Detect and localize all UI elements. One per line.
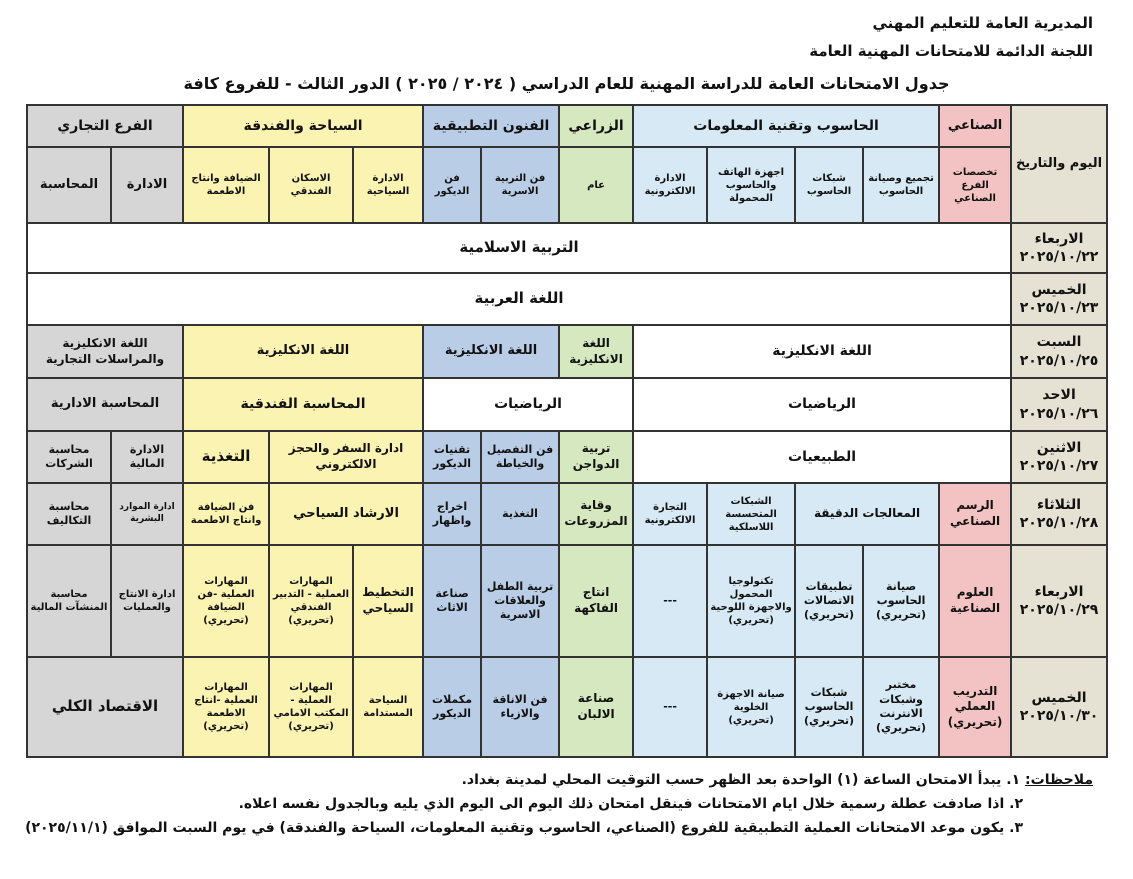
exam-commercial: المحاسبة الادارية [27, 378, 183, 431]
exam-com-accounting: محاسبة التكاليف [27, 483, 111, 545]
exam-tour-admin: السياحة المستدامة [353, 657, 423, 757]
committee-name: اللجنة الدائمة للامتحانات المهنية العامة [809, 42, 1093, 60]
branch-tourism: السياحة والفندقة [183, 105, 423, 147]
exam-tourism-hospitality: التغذية [183, 431, 269, 483]
exam-industrial: التدريب العملي (تحريري) [939, 657, 1011, 757]
sub-arts-family: فن التربية الاسرية [481, 147, 559, 223]
day-cell [1011, 223, 1107, 273]
day-cell [1011, 483, 1107, 545]
day-name: الثلاثاء [1037, 496, 1082, 513]
exam-tour-hospitality: المهارات العملية -انتاج الاطعمة (تحريري) [183, 657, 269, 757]
day-cell [1011, 545, 1107, 657]
exam-arts-family: التغذية [481, 483, 559, 545]
day-cell [1011, 378, 1107, 431]
directorate-name: المديرية العامة للتعليم المهني [872, 14, 1093, 32]
day-cell [1011, 325, 1107, 378]
exam-comp-eadmin: --- [633, 657, 707, 757]
exam-tourism: المحاسبة الفندقية [183, 378, 423, 431]
notes-section [25, 768, 1093, 840]
note-1-text: ١. يبدأ الامتحان الساعة (١) الواحدة بعد الظهر حسب التوقيت المحلي لمدينة بغداد. [461, 772, 1021, 788]
exam-commercial: الاقتصاد الكلي [27, 657, 183, 757]
exam-comp-mobile: صيانة الاجهزة الخلوية (تحريري) [707, 657, 795, 757]
sub-com-accounting: المحاسبة [27, 147, 111, 223]
sub-comp-mobile: اجهزة الهاتف والحاسوب المحمولة [707, 147, 795, 223]
exam-arts-family: فن التفصيل والخياطة [481, 431, 559, 483]
exam-industrial: الرسم الصناعي [939, 483, 1011, 545]
exam-agricultural: اللغة الانكليزية [559, 325, 633, 378]
day-cell [1011, 657, 1107, 757]
branch-commercial: الفرع التجاري [27, 105, 183, 147]
exam-industrial: العلوم الصناعية [939, 545, 1011, 657]
day-date: ٢٠٢٥/١٠/٣٠ [1019, 708, 1099, 724]
day-name: الاربعاء [1034, 230, 1084, 247]
exam-agricultural: صناعة الالبان [559, 657, 633, 757]
exam-comp-networks: شبكات الحاسوب (تحريري) [795, 657, 863, 757]
day-date: ٢٠٢٥/١٠/٢٢ [1019, 249, 1099, 265]
exam-all-branches: اللغة العربية [27, 273, 1011, 325]
sub-comp-eadmin: الادارة الالكترونية [633, 147, 707, 223]
exam-comp-mobile: الشبكات المتحسسة اللاسلكية [707, 483, 795, 545]
sub-arts-decor: فن الديكور [423, 147, 481, 223]
day-cell [1011, 273, 1107, 325]
exam-com-admin: ادارة الموارد البشرية [111, 483, 183, 545]
exam-comp-assembly: صيانة الحاسوب (تحريري) [863, 545, 939, 657]
note-1 [33, 768, 1093, 792]
exam-agricultural: وقاية المزروعات [559, 483, 633, 545]
sub-agri-general: عام [559, 147, 633, 223]
day-date: ٢٠٢٥/١٠/٢٩ [1019, 602, 1099, 618]
sub-industrial: تخصصات الفرع الصناعي [939, 147, 1011, 223]
branch-computer: الحاسوب وتقنية المعلومات [633, 105, 939, 147]
exam-arts-decor: صناعة الاثاث [423, 545, 481, 657]
day-name: الاثنين [1036, 439, 1082, 456]
exam-com-accounting: محاسبة المنشآت المالية [27, 545, 111, 657]
day-name: الاربعاء [1034, 583, 1084, 600]
exam-agri-arts: الرياضيات [423, 378, 633, 431]
exam-arts-decor: اخراج واظهار [423, 483, 481, 545]
day-date: ٢٠٢٥/١٠/٢٥ [1019, 352, 1099, 369]
sub-tour-housing: الاسكان الفندقي [269, 147, 353, 223]
day-cell [1011, 431, 1107, 483]
day-name: السبت [1036, 334, 1082, 351]
branch-industrial: الصناعي [939, 105, 1011, 147]
sub-com-admin: الادارة [111, 147, 183, 223]
exam-comp-eadmin: التجارة الالكترونية [633, 483, 707, 545]
exam-applied-arts: اللغة الانكليزية [423, 325, 559, 378]
note-3: ٣. يكون موعد الامتحانات العملية التطبيقية للفروع (الصناعي، الحاسوب وتقنية المعلومات، السياحة والفندقة) في يوم السبت الموافق (٢٠٢٥/١١/١) [25, 820, 1023, 836]
exam-comp-assembly: مختبر وشبكات الانترنت (تحريري) [863, 657, 939, 757]
exam-all-branches: التربية الاسلامية [27, 223, 1011, 273]
day-name: الخميس [1031, 689, 1087, 706]
day-date-header: اليوم والتاريخ [1011, 105, 1107, 223]
exam-commercial: اللغة الانكليزية والمراسلات التجارية [27, 325, 183, 378]
sub-comp-assembly: تجميع وصيانة الحاسوب [863, 147, 939, 223]
exam-industrial-computer: اللغة الانكليزية [633, 325, 1011, 378]
exam-comp-mobile: تكنولوجيا المحمول والاجهزة اللوحية (تحريري) [707, 545, 795, 657]
day-date: ٢٠٢٥/١٠/٢٣ [1019, 300, 1099, 316]
exam-arts-family: فن الاناقة والازياء [481, 657, 559, 757]
exam-tour-hospitality: المهارات العملية -فن الضيافة (تحريري) [183, 545, 269, 657]
exam-agricultural: تربية الدواجن [559, 431, 633, 483]
exam-industrial-computer: الطبيعيات [633, 431, 1011, 483]
exam-com-accounting: محاسبة الشركات [27, 431, 111, 483]
day-date: ٢٠٢٥/١٠/٢٦ [1019, 405, 1099, 422]
exam-tourism: اللغة الانكليزية [183, 325, 423, 378]
exam-tourism-admin-housing: الارشاد السياحي [269, 483, 423, 545]
exam-industrial-computer: الرياضيات [633, 378, 1011, 431]
exam-arts-decor: مكملات الديكور [423, 657, 481, 757]
exam-tour-housing: المهارات العملية - التدبير الفندقي (تحريري) [269, 545, 353, 657]
exam-com-admin: ادارة الانتاج والعمليات [111, 545, 183, 657]
day-date: ٢٠٢٥/١٠/٢٨ [1019, 515, 1099, 531]
exam-schedule-table [26, 104, 1108, 758]
exam-arts-decor: تقنيات الديكور [423, 431, 481, 483]
branch-applied-arts: الفنون التطبيقية [423, 105, 559, 147]
exam-comp-networks: تطبيقات الاتصالات (تحريري) [795, 545, 863, 657]
exam-tourism-hospitality: فن الضيافة وانتاج الاطعمة [183, 483, 269, 545]
sub-tour-admin: الادارة السياحية [353, 147, 423, 223]
day-name: الخميس [1031, 281, 1087, 298]
branch-agricultural: الزراعي [559, 105, 633, 147]
exam-com-admin: الادارة المالية [111, 431, 183, 483]
sub-tour-hospitality: الضيافة وانتاج الاطعمة [183, 147, 269, 223]
exam-tour-housing: المهارات العملية - المكتب الامامي (تحريري) [269, 657, 353, 757]
exam-tourism-admin-housing: ادارة السفر والحجز الالكتروني [269, 431, 423, 483]
sub-comp-networks: شبكات الحاسوب [795, 147, 863, 223]
exam-tour-admin: التخطيط السياحي [353, 545, 423, 657]
day-name: الاحد [1042, 387, 1076, 404]
exam-agricultural: انتاج الفاكهة [559, 545, 633, 657]
day-date: ٢٠٢٥/١٠/٢٧ [1019, 458, 1099, 474]
exam-comp-eadmin: --- [633, 545, 707, 657]
exam-arts-family: تربية الطفل والعلاقات الاسرية [481, 545, 559, 657]
schedule-title: جدول الامتحانات العامة للدراسة المهنية للعام الدراسي ( ٢٠٢٤ / ٢٠٢٥ ) الدور الثالث - للفروع كافة [183, 74, 950, 93]
exam-comp-assembly-networks: المعالجات الدقيقة [795, 483, 939, 545]
note-2: ٢. اذا صادفت عطلة رسمية خلال ايام الامتحانات فينقل امتحان ذلك اليوم الى اليوم الذي يليه وبالجدول نفسه اعلاه. [238, 796, 1023, 812]
notes-label: ملاحظات: [1025, 772, 1093, 788]
